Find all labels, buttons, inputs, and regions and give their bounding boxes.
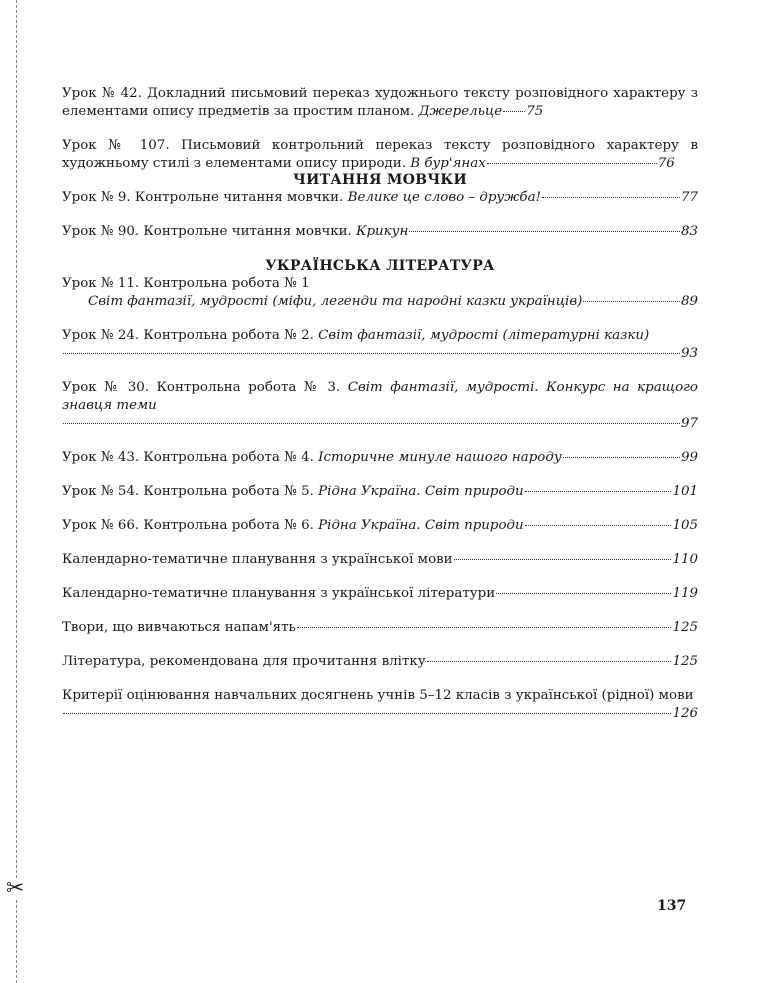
dot-leader xyxy=(503,111,525,112)
dot-leader xyxy=(63,353,680,354)
toc-entry-title: Велике це слово – дружба! xyxy=(347,190,541,205)
toc-entry-title: Світ фантазії, мудрості. Конкурс на кращого знавця теми xyxy=(62,380,698,413)
toc-entry-title: Рідна Україна. Світ природи xyxy=(318,518,524,533)
toc-entry-page: 110 xyxy=(672,552,698,567)
toc-entry[interactable] xyxy=(62,137,698,171)
toc-entry-title: Історичне минуле нашого народу xyxy=(318,450,562,465)
toc-entry[interactable]: Література, рекомендована для прочитання влітку 125 xyxy=(62,654,698,669)
toc-entry-title: Джерельце xyxy=(418,104,503,119)
toc-entry-text: Урок № 42. Докладний письмовий переказ художнього тексту розповідного характеру з елементами опису предметів за простим планом. Джерельце 75 xyxy=(62,86,698,119)
dot-leader xyxy=(525,525,672,526)
toc-entry-page: 75 xyxy=(526,104,544,119)
page-number: 137 xyxy=(657,898,687,914)
toc-entry[interactable]: Урок № 66. Контрольна робота № 6. Рідна Україна. Світ природи 105 xyxy=(62,518,698,533)
dot-leader xyxy=(525,491,672,492)
toc-entry[interactable]: Урок № 90. Контрольне читання мовчки. Крикун 83 xyxy=(62,224,698,239)
section-heading-reading: ЧИТАННЯ МОВЧКИ xyxy=(293,172,467,188)
toc-entry[interactable]: Урок № 43. Контрольна робота № 4. Історичне минуле нашого народу 99 xyxy=(62,450,698,465)
dot-leader xyxy=(297,627,672,628)
toc-entry-page: 89 xyxy=(680,294,698,309)
toc-entry-title: Світ фантазії, мудрості (міфи, легенди та народні казки українців) xyxy=(88,294,583,309)
toc-entry[interactable]: Календарно-тематичне планування з української літератури 119 xyxy=(62,586,698,601)
toc-entry-page: 97 xyxy=(680,416,698,431)
toc-entry[interactable]: Урок № 9. Контрольне читання мовчки. Велике це слово – дружба! 77 xyxy=(62,190,698,205)
table-of-contents xyxy=(62,85,698,739)
toc-entry-page: 76 xyxy=(657,156,675,171)
toc-entry[interactable]: Твори, що вивчаються напам'ять 125 xyxy=(62,620,698,635)
toc-entry-page: 125 xyxy=(672,620,698,635)
toc-entry[interactable]: Критерії оцінювання навчальних досягнень учнів 5–12 класів з української (рідної) мови 126 xyxy=(62,688,698,721)
toc-entry-page: 105 xyxy=(672,518,698,533)
toc-entry[interactable]: Календарно-тематичне планування з української мови 110 xyxy=(62,552,698,567)
toc-entry-page: 126 xyxy=(672,706,698,721)
dot-leader xyxy=(487,163,657,164)
dot-leader xyxy=(63,713,671,714)
toc-entry-title: Крикун xyxy=(356,224,409,239)
toc-entry[interactable]: Урок № 54. Контрольна робота № 5. Рідна Україна. Світ природи 101 xyxy=(62,484,698,499)
toc-entry-text: Урок № 107. Письмовий контрольний переказ тексту розповідного характеру в художньому стилі з елементами опису природи. В бур'янах 76 xyxy=(62,138,698,171)
dot-leader xyxy=(563,457,680,458)
toc-entry-page: 101 xyxy=(672,484,698,499)
dot-leader xyxy=(63,423,680,424)
toc-entry-page: 83 xyxy=(680,224,698,239)
dot-leader xyxy=(542,197,680,198)
toc-entry[interactable] xyxy=(62,85,698,121)
toc-entry-title: Світ фантазії, мудрості (літературні казки) xyxy=(318,328,650,343)
toc-entry-page: 119 xyxy=(672,586,698,601)
dot-leader xyxy=(427,661,672,662)
toc-entry-page: 93 xyxy=(680,346,698,361)
scissors-icon: ✂ xyxy=(6,876,25,901)
section-heading-literature: УКРАЇНСЬКА ЛІТЕРАТУРА xyxy=(265,258,495,274)
toc-entry-title: В бур'янах xyxy=(410,156,486,171)
toc-entry-title: Рідна Україна. Світ природи xyxy=(318,484,524,499)
toc-entry-page: 77 xyxy=(680,190,698,205)
toc-entry[interactable]: Урок № 11. Контрольна робота № 1 Світ фантазії, мудрості (міфи, легенди та народні казки українців) 89 xyxy=(62,276,698,309)
toc-entry[interactable]: Урок № 24. Контрольна робота № 2. Світ фантазії, мудрості (літературні казки) 93 xyxy=(62,328,698,361)
dot-leader xyxy=(496,593,671,594)
dot-leader xyxy=(454,559,672,560)
toc-entry-page: 99 xyxy=(680,450,698,465)
toc-entry-page: 125 xyxy=(672,654,698,669)
dot-leader xyxy=(583,301,680,302)
dot-leader xyxy=(409,231,680,232)
toc-entry[interactable]: Урок № 30. Контрольна робота № 3. Світ фантазії, мудрості. Конкурс на кращого знавця теми 97 xyxy=(62,380,698,431)
cut-line xyxy=(16,0,17,983)
